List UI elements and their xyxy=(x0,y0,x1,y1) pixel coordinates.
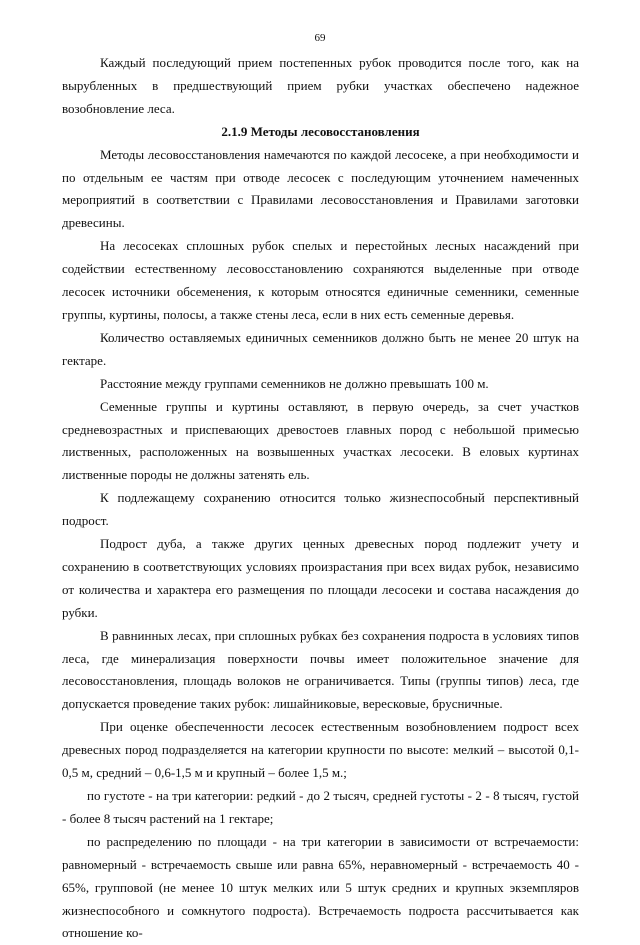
body-text xyxy=(62,52,579,945)
paragraph: Количество оставляемых единичных семенников должно быть не менее 20 штук на гектаре. xyxy=(62,329,579,368)
page-number: 69 xyxy=(314,32,326,44)
paragraph: Расстояние между группами семенников не должно превышать 100 м. xyxy=(100,375,489,391)
section-heading: 2.1.9 Методы лесовосстановления xyxy=(221,123,420,139)
paragraph: по распределению по площади - на три категории в зависимости от встречаемости: равномерный - встречаемость свыше или равна 65%, неравномерный - встречаемость 40 - 65%, групповой (не менее 10 штук мелких или 5 штук средних и крупных экземпляров жизнеспособного и сомкнутого подроста). Встречаемость подроста рассчитывается как отношение ко- xyxy=(62,833,579,941)
paragraph: по густоте - на три категории: редкий - до 2 тысяч, средней густоты - 2 - 8 тысяч, густой - более 8 тысяч растений на 1 гектаре; xyxy=(62,788,579,826)
paragraph: Подрост дуба, а также других ценных древесных пород подлежит учету и сохранению в соответствующих условиях произрастания при всех видах рубок, независимо от количества и характера его размещения по площади лесосеки и состава насаждения до рубки. xyxy=(62,536,579,620)
paragraph: В равнинных лесах, при сплошных рубках без сохранения подроста в условиях типов леса, где минерализация поверхности почвы имеет положительное значение для лесовосстановления, площадь волоков не ограничивается. Типы (группы типов) леса, где допускается проведение таких рубок: лишайниковые, вересковые, брусничные. xyxy=(62,627,579,712)
paragraph: Каждый последующий прием постепенных рубок проводится после того, как на вырубленных в предшествующий прием рубки участках обеспечено надежное возобновление леса. xyxy=(62,55,579,116)
paragraph: На лесосеках сплошных рубок спелых и перестойных лесных насаждений при содействии естественному лесовосстановлению сохраняются выделенные при отводе лесосек источники обсеменения, к которым относятся единичные семенники, семенные группы, куртины, полосы, а также стены леса, если в них есть семенные деревья. xyxy=(62,238,579,322)
paragraph: Семенные группы и куртины оставляют, в первую очередь, за счет участков средневозрастных и приспевающих древостоев главных пород с небольшой примесью лиственных, расположенных на возвышенных участках лесосеки. В еловых куртинах лиственные породы не должны затенять ель. xyxy=(62,398,579,483)
paragraph: При оценке обеспеченности лесосек естественным возобновлением подрост всех древесных пород подразделяется на категории крупности по высоте: мелкий – высотой 0,1-0,5 м, средний – 0,6-1,5 м и крупный – более 1,5 м.; xyxy=(62,719,579,781)
paragraph: Методы лесовосстановления намечаются по каждой лесосеке, а при необходимости и по отдельным ее частям при отводе лесосек с последующим уточнением намеченных мероприятий в соответствии с Правилами лесовосстановления и Правилами заготовки древесины. xyxy=(62,146,579,231)
paragraph: К подлежащему сохранению относится только жизнеспособный перспективный подрост. xyxy=(62,490,579,529)
